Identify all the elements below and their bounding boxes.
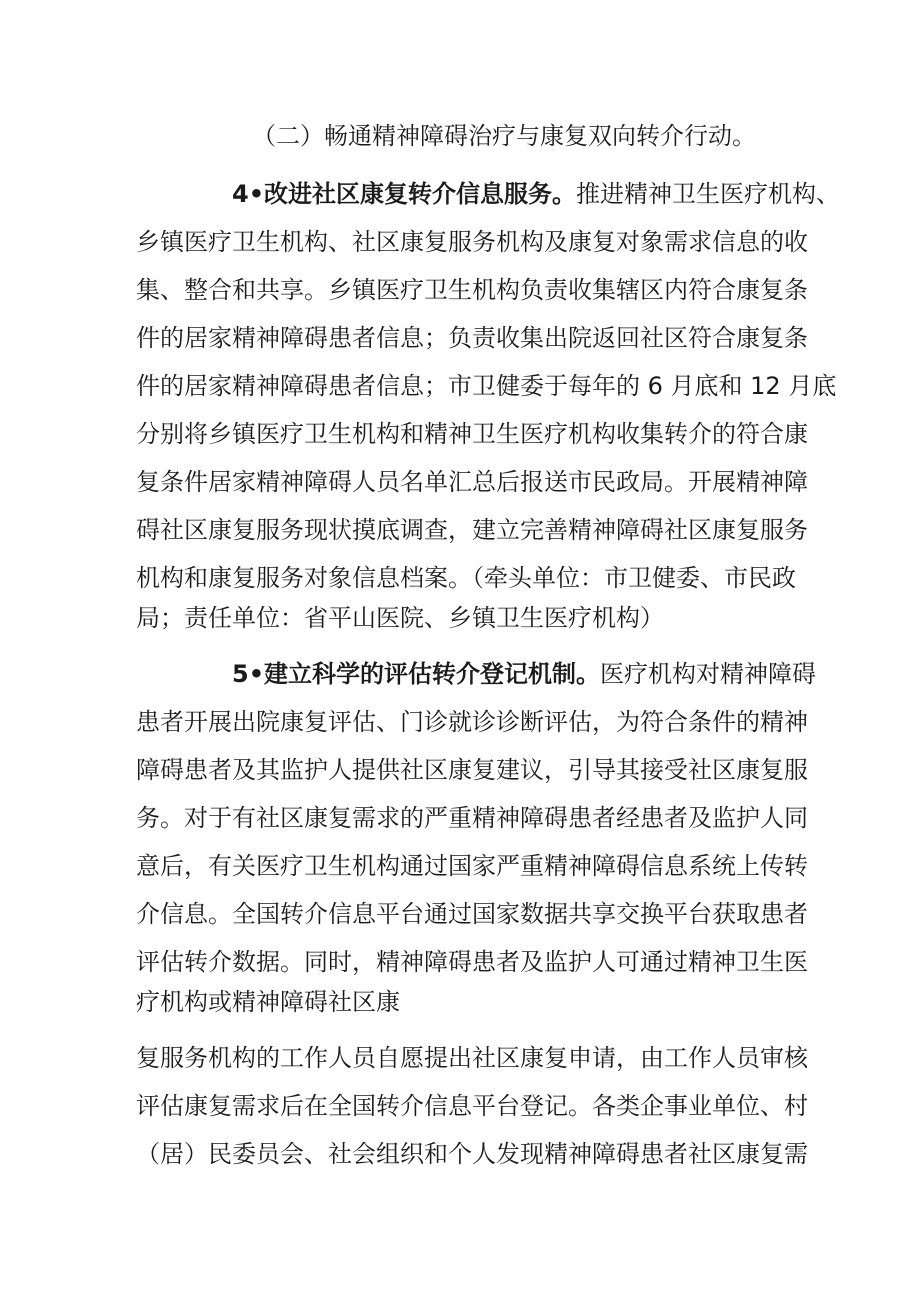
continuation-line-2: （居）民委员会、社会组织和个人发现精神障碍患者社区康复需: [136, 1140, 808, 1168]
item5-line-2: 障碍患者及其监护人提供社区康复建议，引导其接受社区康复服: [136, 756, 808, 784]
item4-line-2: 集、整合和共享。乡镇医疗卫生机构负责收集辖区内符合康复条: [136, 276, 808, 304]
continuation-line-0: 复服务机构的工作人员自愿提出社区康复申请，由工作人员审核: [136, 1044, 808, 1072]
continuation-line-1: 评估康复需求后在全国转介信息平台登记。各类企事业单位、村: [136, 1092, 808, 1120]
item5-first-line: [232, 656, 817, 692]
item5-line-3: 务。对于有社区康复需求的严重精神障碍患者经患者及监护人同: [136, 804, 808, 832]
item4-line-3: 件的居家精神障碍患者信息；负责收集出院返回社区符合康复条: [136, 324, 808, 352]
item5-title: 5•建立科学的评估转介登记机制。: [232, 660, 601, 688]
item5-line-7: 疗机构或精神障碍社区康: [136, 988, 400, 1016]
item4-line-6: 复条件居家精神障碍人员名单汇总后报送市民政局。开展精神障: [136, 468, 808, 496]
item5-line-1: 患者开展出院康复评估、门诊就诊诊断评估，为符合条件的精神: [136, 708, 808, 736]
item4-line-7: 碍社区康复服务现状摸底调查，建立完善精神障碍社区康复服务: [136, 516, 808, 544]
item4-line-8: 机构和康复服务对象信息档案。（牵头单位：市卫健委、市民政: [136, 564, 796, 592]
item4-line-5: 分别将乡镇医疗卫生机构和精神卫生医疗机构收集转介的符合康: [136, 420, 808, 448]
item4-line-9: 局；责任单位：省平山医院、乡镇卫生医疗机构）: [136, 604, 664, 632]
item5-line-6: 评估转介数据。同时，精神障碍患者及监护人可通过精神卫生医: [136, 948, 808, 976]
item4-title: 4•改进社区康复转介信息服务。: [232, 180, 577, 208]
item4-line-1: 乡镇医疗卫生机构、社区康复服务机构及康复对象需求信息的收: [136, 228, 808, 256]
item5-line-4: 意后，有关医疗卫生机构通过国家严重精神障碍信息系统上传转: [136, 852, 808, 880]
item4-line-4: 件的居家精神障碍患者信息；市卫健委于每年的 6 月底和 12 月底: [136, 372, 837, 400]
item5-line-5: 介信息。全国转介信息平台通过国家数据共享交换平台获取患者: [136, 900, 808, 928]
item4-first-line: [232, 176, 841, 212]
item5-line-0: 医疗机构对精神障碍: [600, 660, 817, 688]
item4-line-0: 推进精神卫生医疗机构、: [576, 180, 841, 208]
section-heading: （二）畅通精神障碍治疗与康复双向转介行动。: [252, 122, 756, 150]
